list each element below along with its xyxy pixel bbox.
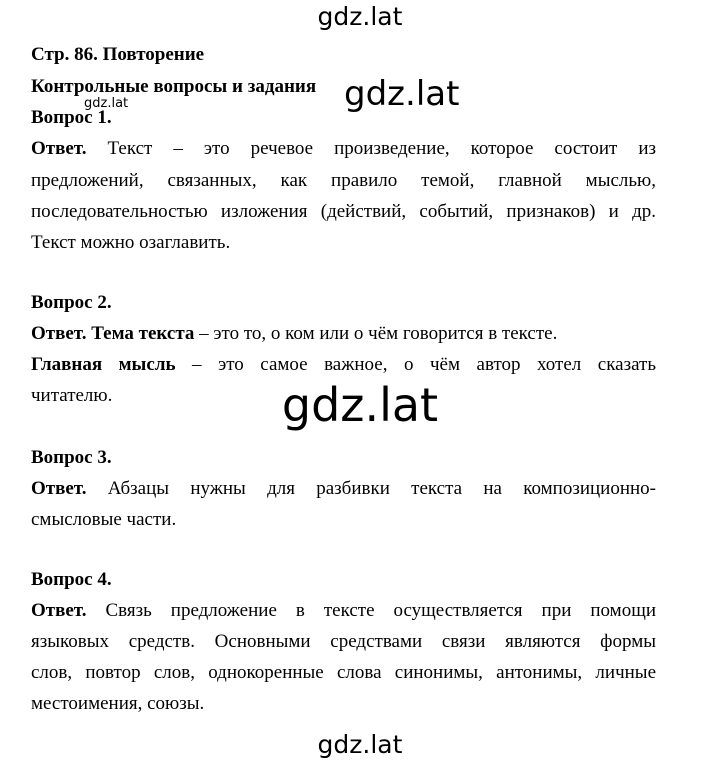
question-4-answer-line (31, 600, 656, 622)
term-main-idea-definition: – это самое важное, о чём автор хотел сказать (175, 354, 656, 375)
page-title: Стр. 86. Повторение (31, 44, 205, 65)
answer-text: Текст – это речевое произведение, которое состоит из (107, 138, 657, 159)
term-topic: Тема текста (91, 323, 195, 344)
question-2-answer-line (31, 323, 557, 345)
question-3-answer-line (31, 478, 656, 500)
watermark-bottom: gdz.lat (317, 730, 403, 759)
question-1-answer-line: последовательностью изложения (действий, событий, признаков) и др. (31, 201, 656, 222)
watermark-top: gdz.lat (317, 2, 403, 31)
question-1-answer-line: Текст можно озаглавить. (31, 232, 231, 253)
answer-label: Ответ. (31, 478, 87, 499)
page-subtitle: Контрольные вопросы и задания (31, 76, 317, 97)
watermark-small: gdz.lat (84, 96, 129, 111)
answer-label: Ответ. (31, 138, 87, 159)
answer-label: Ответ. (31, 323, 87, 344)
question-4-answer-line: местоимения, союзы. (31, 693, 205, 714)
question-2-answer-line (31, 354, 656, 376)
question-4-answer-line: слов, повтор слов, однокоренные слова синонимы, антонимы, личные (31, 662, 656, 683)
question-3-answer-line: смысловые части. (31, 509, 177, 530)
question-2-answer-line: читателю. (31, 385, 113, 406)
answer-text: Абзацы нужны для разбивки текста на композиционно- (107, 478, 656, 499)
term-main-idea: Главная мысль (31, 354, 176, 375)
question-1-answer-line (31, 138, 656, 160)
question-4-answer-line: языковых средств. Основными средствами связи являются формы (31, 631, 656, 652)
answer-text: Связь предложение в тексте осуществляется при помощи (105, 600, 656, 621)
question-3-heading: Вопрос 3. (31, 447, 112, 468)
term-topic-definition: – это то, о ком или о чём говорится в тексте. (194, 323, 558, 344)
question-1-heading: Вопрос 1. (31, 107, 112, 128)
question-1-answer-line: предложений, связанных, как правило темой, главной мыслью, (31, 170, 656, 191)
watermark-header: gdz.lat (340, 74, 463, 114)
question-2-heading: Вопрос 2. (31, 292, 112, 313)
watermark-middle: gdz.lat (281, 378, 439, 432)
answer-label: Ответ. (31, 600, 87, 621)
question-4-heading: Вопрос 4. (31, 569, 112, 590)
